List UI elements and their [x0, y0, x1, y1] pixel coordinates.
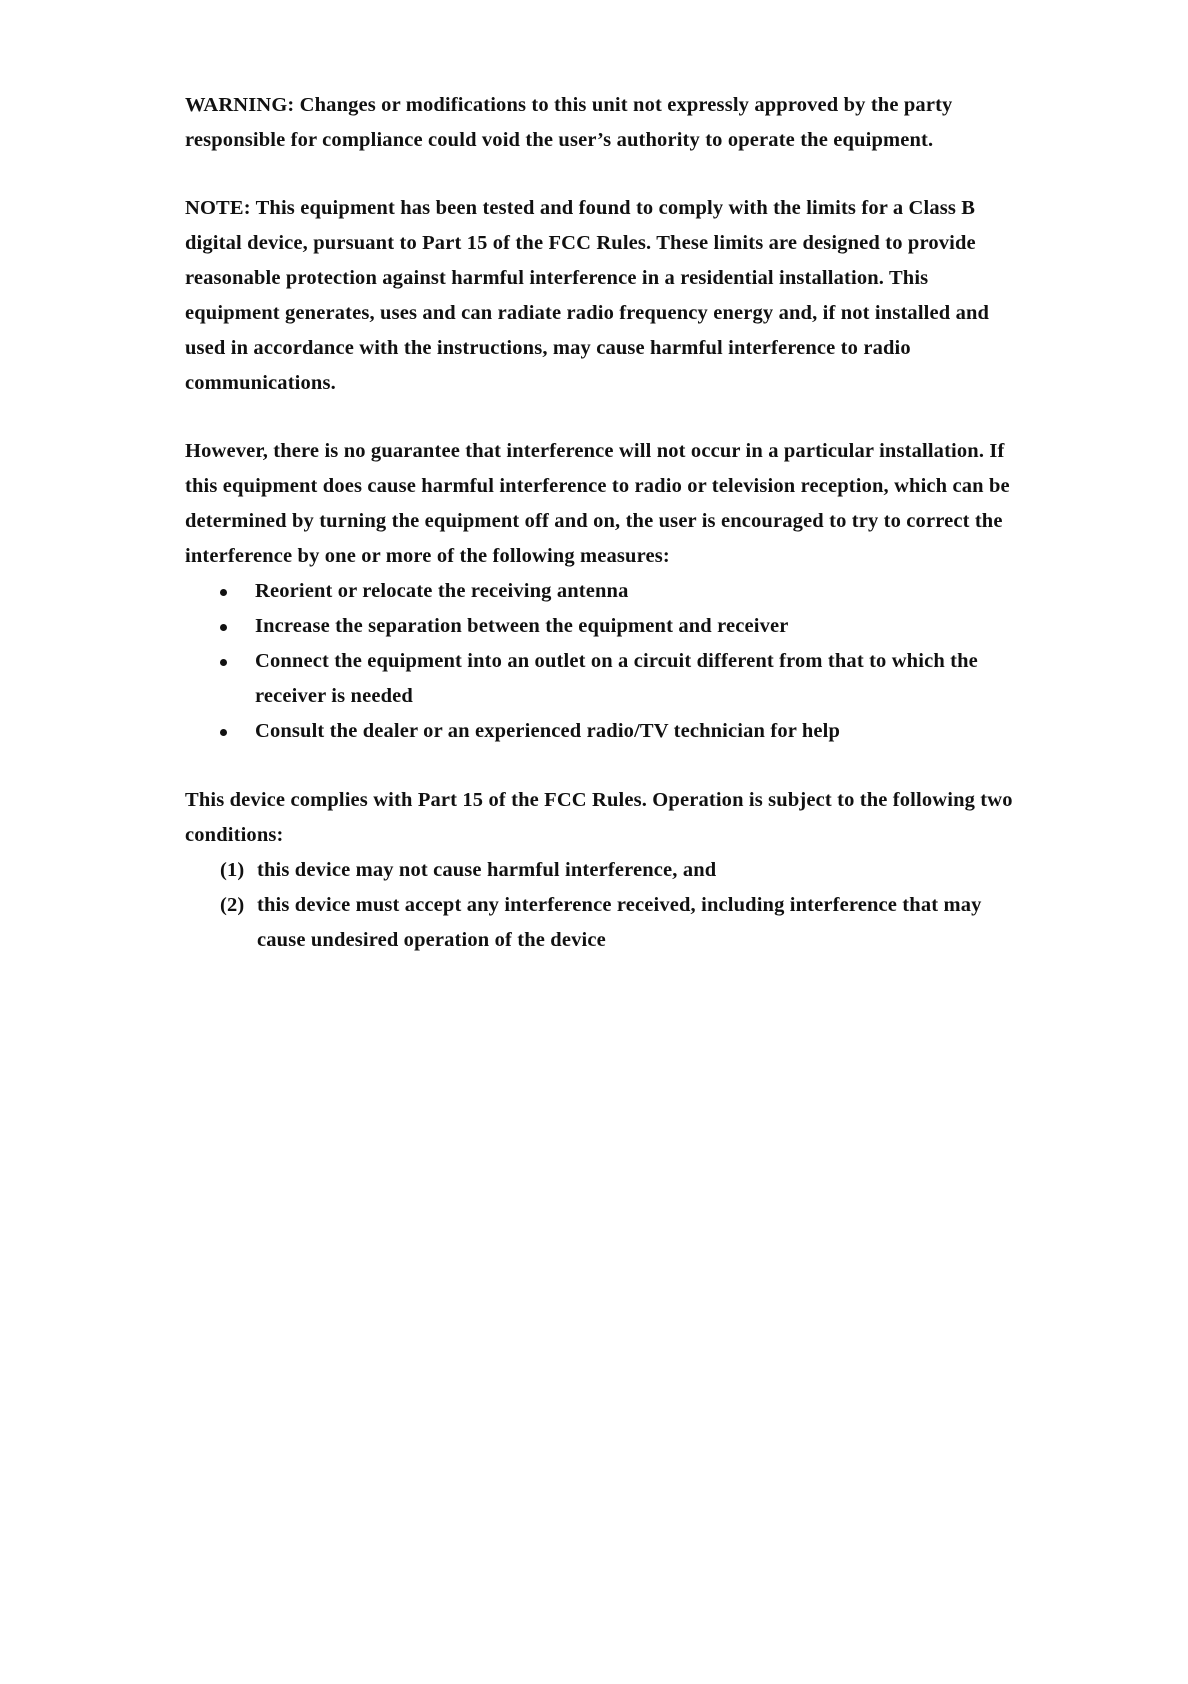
list-item — [185, 609, 1015, 644]
list-item — [185, 574, 1015, 609]
warning-paragraph: WARNING: Changes or modifications to this unit not expressly approved by the party responsible for compliance could void the user’s authority to operate the equipment. — [185, 94, 953, 151]
conditions-list — [185, 853, 1015, 958]
bullet-icon — [220, 659, 227, 666]
compliance-paragraph: This device complies with Part 15 of the FCC Rules. Operation is subject to the following two conditions: — [185, 789, 1013, 846]
list-item — [185, 888, 1015, 958]
fcc-statement-page — [185, 88, 1015, 958]
note-paragraph: NOTE: This equipment has been tested and found to comply with the limits for a Class B digital device, pursuant to Part 15 of the FCC Rules. These limits are designed to provide reasonable protection against harmful interference in a residential installation. This equipment generates, uses and can radiate radio frequency energy and, if not installed and used in accordance with the instructions, may cause harmful interference to radio communications. — [185, 197, 990, 394]
however-paragraph: However, there is no guarantee that interference will not occur in a particular installation. If this equipment does cause harmful interference to radio or television reception, which can be determined by turning the equipment off and on, the user is encouraged to try to correct the interference by one or more of the following measures: — [185, 440, 1010, 567]
measure-text: Reorient or relocate the receiving antenna — [255, 580, 629, 602]
bullet-icon — [220, 624, 227, 631]
list-item — [185, 644, 1015, 714]
measure-text: Increase the separation between the equipment and receiver — [255, 615, 789, 637]
bullet-icon — [220, 729, 227, 736]
bullet-icon — [220, 589, 227, 596]
condition-number: (1) — [220, 859, 245, 881]
condition-text: this device must accept any interference received, including interference that may cause undesired operation of the device — [257, 894, 982, 951]
condition-text: this device may not cause harmful interference, and — [257, 859, 717, 881]
measures-list — [185, 574, 1015, 749]
condition-number: (2) — [220, 894, 245, 916]
list-item — [185, 714, 1015, 749]
measure-text: Consult the dealer or an experienced radio/TV technician for help — [255, 720, 841, 742]
list-item — [185, 853, 1015, 888]
measure-text: Connect the equipment into an outlet on a circuit different from that to which the receiver is needed — [255, 650, 978, 707]
